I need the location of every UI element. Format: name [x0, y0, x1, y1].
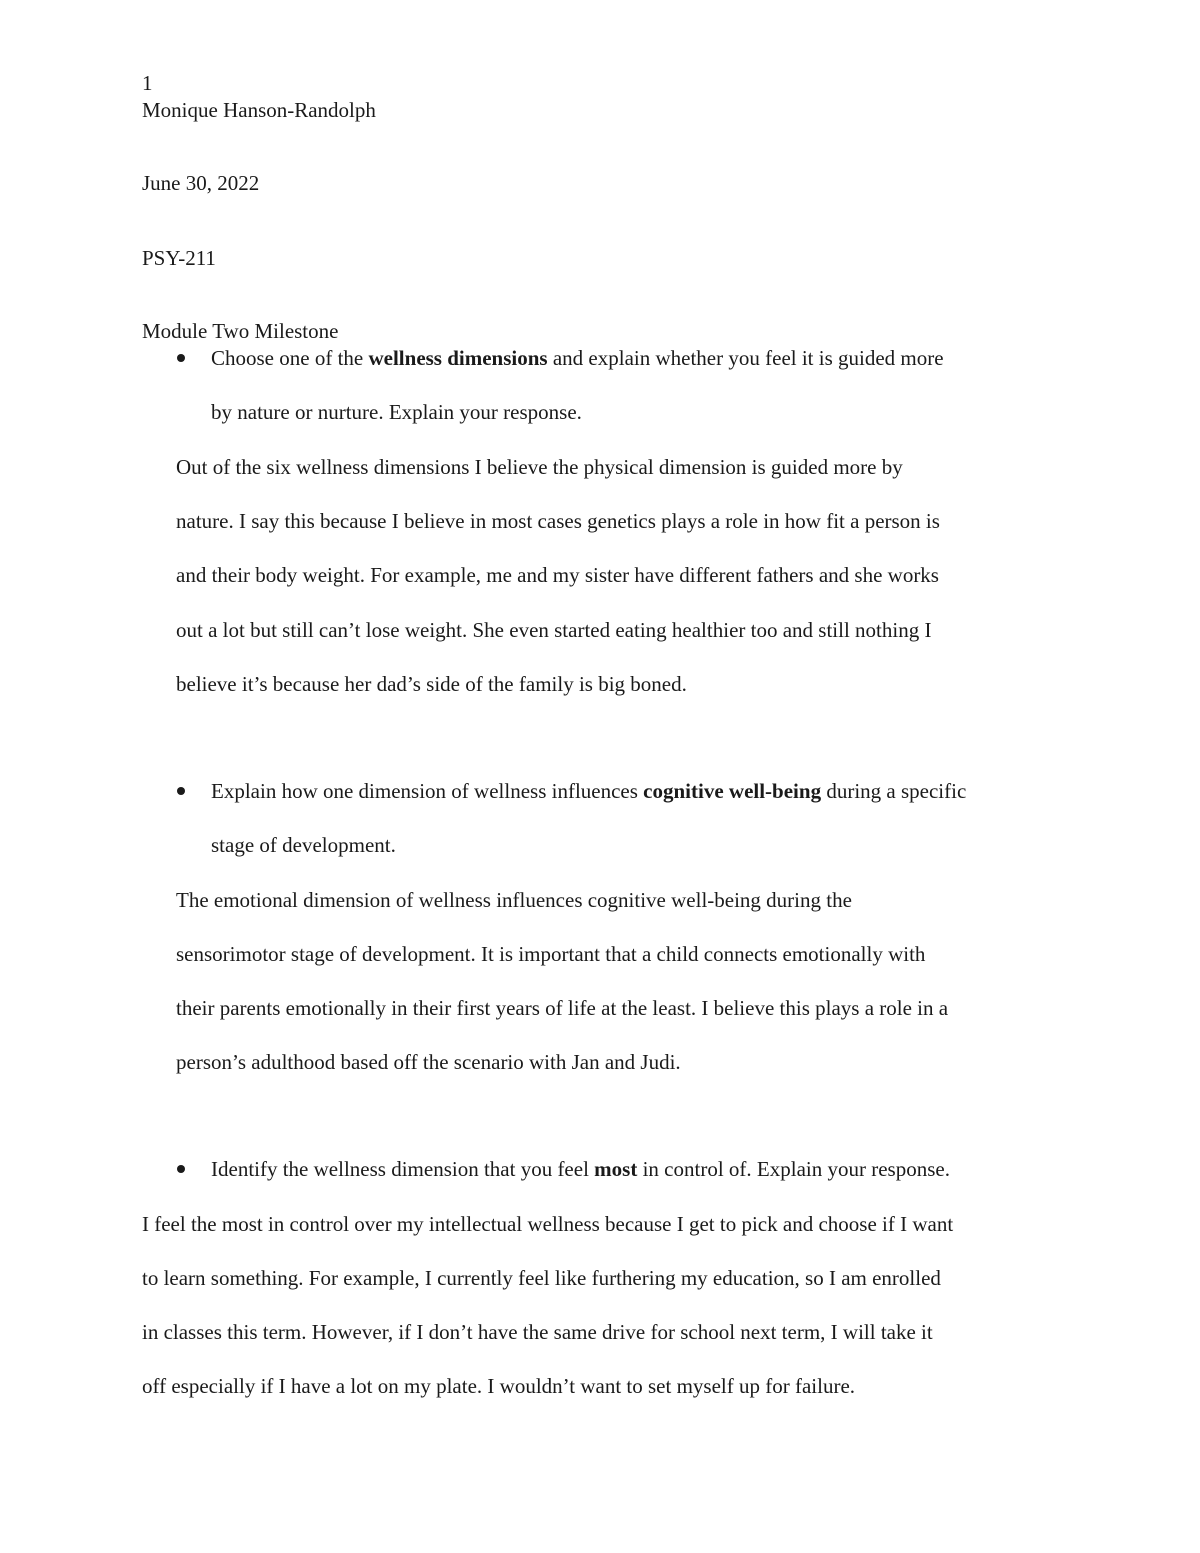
answer-2-line: their parents emotionally in their first years of life at the least. I believe this plays a role in a	[176, 996, 949, 1020]
answer-1-line: out a lot but still can’t lose weight. She even started eating healthier too and still nothing I	[176, 618, 932, 642]
question-2-line-1: Explain how one dimension of wellness influences cognitive well-being during a specific	[211, 779, 967, 803]
answer-2-line: The emotional dimension of wellness influences cognitive well-being during the	[176, 888, 852, 912]
answer-1-line: and their body weight. For example, me and my sister have different fathers and she works	[176, 563, 939, 587]
answer-1-line: Out of the six wellness dimensions I believe the physical dimension is guided more by	[176, 455, 903, 479]
bullet-icon	[177, 1165, 185, 1173]
answer-3-line: in classes this term. However, if I don’t have the same drive for school next term, I will take it	[142, 1320, 933, 1344]
answer-1-line: believe it’s because her dad’s side of the family is big boned.	[176, 672, 687, 696]
course-code: PSY-211	[142, 246, 216, 270]
document-title: Module Two Milestone	[142, 319, 339, 343]
answer-1-line: nature. I say this because I believe in most cases genetics plays a role in how fit a person is	[176, 509, 940, 533]
answer-2-line: sensorimotor stage of development. It is important that a child connects emotionally with	[176, 942, 926, 966]
answer-3-line: I feel the most in control over my intellectual wellness because I get to pick and choose if I want	[142, 1212, 954, 1236]
question-1-line-1: Choose one of the wellness dimensions and explain whether you feel it is guided more	[211, 346, 944, 370]
bullet-icon	[177, 787, 185, 795]
answer-3-line: off especially if I have a lot on my plate. I wouldn’t want to set myself up for failure.	[142, 1374, 856, 1398]
page-number: 1	[142, 71, 153, 95]
document-date: June 30, 2022	[142, 171, 260, 195]
question-3-emphasis: most	[594, 1157, 638, 1181]
question-2-line-2: stage of development.	[211, 833, 396, 857]
answer-2-line: person’s adulthood based off the scenario with Jan and Judi.	[176, 1050, 681, 1074]
bullet-icon	[177, 354, 185, 362]
question-1-emphasis: wellness dimensions	[368, 346, 548, 370]
author-name: Monique Hanson-Randolph	[142, 98, 376, 122]
question-1-line-2: by nature or nurture. Explain your response.	[211, 400, 582, 424]
question-2-emphasis: cognitive well-being	[643, 779, 822, 803]
answer-3-line: to learn something. For example, I currently feel like furthering my education, so I am enrolled	[142, 1266, 941, 1290]
question-3-line-1: Identify the wellness dimension that you feel most in control of. Explain your response.	[211, 1157, 950, 1181]
